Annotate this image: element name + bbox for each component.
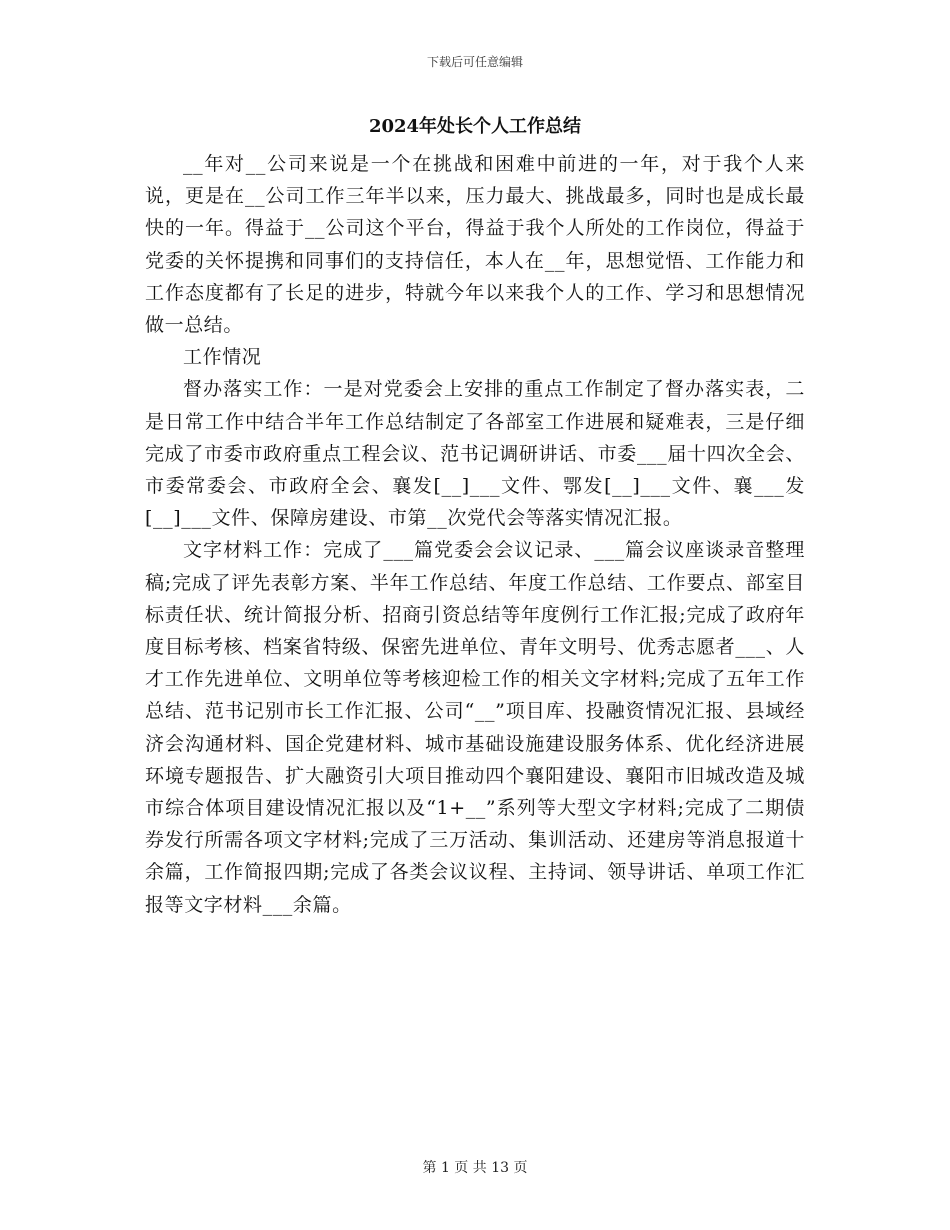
document-title: 2024年处长个人工作总结 xyxy=(368,116,582,137)
header-note: 下载后可任意编辑 xyxy=(426,55,523,69)
section-heading-work-status: 工作情况 xyxy=(183,346,262,369)
page-number-footer: 第 1 页 共 13 页 xyxy=(422,1160,528,1176)
supervision-paragraph: 督办落实工作：一是对党委会上安排的重点工作制定了督办落实表，二是日常工作中结合半年工作总结制定了各部室工作进展和疑难表，三是仔细完成了市委市政府重点工程会议、范书记调研讲话、市委___届十四次全会、市委常委会、市政府全会、襄发[__]___文件、鄂发[__]___文件、襄___发[__]___文件、保障房建设、市第__次党代会等落实情况汇报。 xyxy=(145,378,805,530)
document-body xyxy=(145,148,805,921)
intro-paragraph: __年对__公司来说是一个在挑战和困难中前进的一年，对于我个人来说，更是在__公司工作三年半以来，压力最大、挑战最多，同时也是成长最快的一年。得益于__公司这个平台，得益于我个人所处的工作岗位，得益于党委的关怀提携和同事们的支持信任，本人在__年，思想觉悟、工作能力和工作态度都有了长足的进步，特就今年以来我个人的工作、学习和思想情况做一总结。 xyxy=(145,153,805,337)
written-materials-paragraph: 文字材料工作：完成了___篇党委会会议记录、___篇会议座谈录音整理稿;完成了评先表彰方案、半年工作总结、年度工作总结、工作要点、部室目标责任状、统计简报分析、招商引资总结等年度例行工作汇报;完成了政府年度目标考核、档案省特级、保密先进单位、青年文明号、优秀志愿者___、人才工作先进单位、文明单位等考核迎检工作的相关文字材料;完成了五年工作总结、范书记别市长工作汇报、公司“__”项目库、投融资情况汇报、县域经济会沟通材料、国企党建材料、城市基础设施建设服务体系、优化经济进展环境专题报告、扩大融资引大项目推动四个襄阳建设、襄阳市旧城改造及城市综合体项目建设情况汇报以及“1+__”系列等大型文字材料;完成了二期债券发行所需各项文字材料;完成了三万活动、集训活动、还建房等消息报道十余篇，工作简报四期;完成了各类会议议程、主持词、领导讲话、单项工作汇报等文字材料___余篇。 xyxy=(145,539,805,916)
